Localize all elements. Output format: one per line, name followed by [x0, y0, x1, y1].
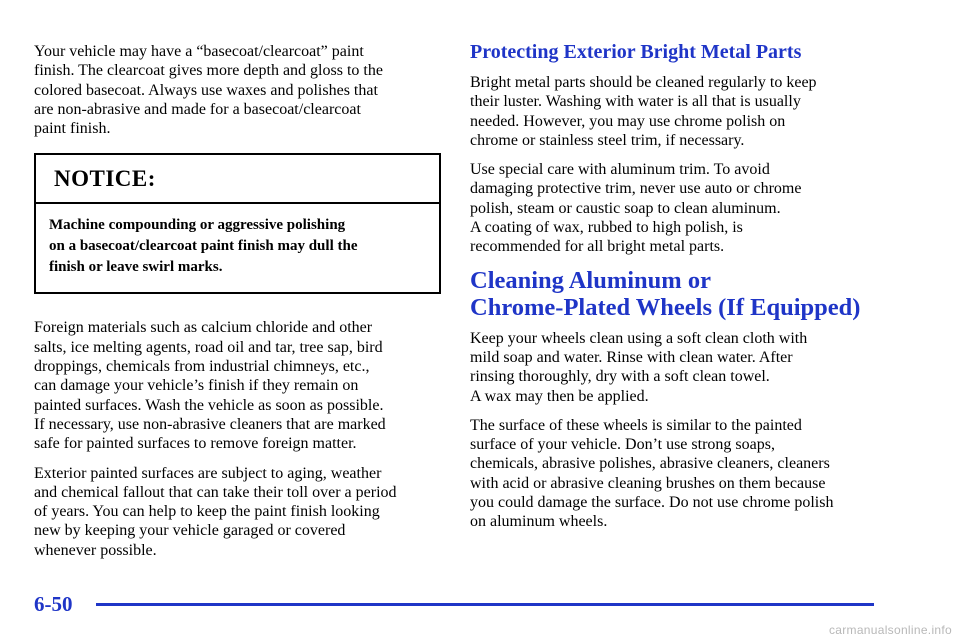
text-line: with acid or abrasive cleaning brushes on them because: [470, 474, 826, 492]
text-line: colored basecoat. Always use waxes and polishes that: [34, 81, 378, 99]
text-line: surface of your vehicle. Don’t use strong soaps,: [470, 436, 775, 454]
text-line: safe for painted surfaces to remove foreign matter.: [34, 435, 357, 453]
text-line: Keep your wheels clean using a soft clean cloth with: [470, 329, 808, 347]
wheels-heading: [470, 267, 890, 321]
notice-line: on a basecoat/clearcoat paint finish may dull the: [49, 238, 358, 255]
bright-metal-paragraph: [470, 73, 890, 150]
text-line: mild soap and water. Rinse with clean water. After: [470, 348, 793, 366]
text-line: The surface of these wheels is similar to the painted: [470, 416, 802, 434]
text-line: can damage your vehicle’s finish if they remain on: [34, 377, 359, 395]
text-line: finish. The clearcoat gives more depth and gloss to the: [34, 62, 383, 80]
heading-line: Chrome-Plated Wheels (If Equipped): [470, 293, 861, 321]
notice-line: finish or leave swirl marks.: [49, 259, 223, 276]
text-line: Your vehicle may have a “basecoat/clearcoat” paint: [34, 43, 364, 60]
text-line: Foreign materials such as calcium chloride and other: [34, 319, 373, 337]
watermark: carmanualsonline.info: [828, 623, 952, 637]
text-line: of years. You can help to keep the paint finish looking: [34, 503, 380, 521]
right-column: [470, 42, 890, 542]
text-line: recommended for all bright metal parts.: [470, 238, 725, 256]
text-line: droppings, chemicals from industrial chimneys, etc.,: [34, 358, 370, 376]
notice-line: Machine compounding or aggressive polishing: [49, 217, 346, 234]
text-line: painted surfaces. Wash the vehicle as soon as possible.: [34, 396, 384, 414]
text-line: Bright metal parts should be cleaned regularly to keep: [470, 74, 817, 91]
text-line: whenever possible.: [34, 541, 157, 559]
foreign-materials-paragraph: [34, 318, 442, 453]
footer-divider: [96, 603, 874, 606]
text-line: chrome or stainless steel trim, if necessary.: [470, 131, 745, 149]
notice-box: [34, 153, 441, 294]
text-line: needed. However, you may use chrome polish on: [470, 112, 786, 130]
wheels-surface-paragraph: [470, 416, 890, 532]
text-line: salts, ice melting agents, road oil and tar, tree sap, bird: [34, 338, 383, 356]
basecoat-paragraph: [34, 42, 442, 138]
text-line: polish, steam or caustic soap to clean aluminum.: [470, 199, 781, 217]
notice-title: NOTICE:: [36, 155, 439, 204]
heading-line: Cleaning Aluminum or: [470, 266, 711, 294]
text-line: on aluminum wheels.: [470, 513, 608, 531]
text-line: and chemical fallout that can take their toll over a period: [34, 483, 397, 501]
left-column: [34, 42, 442, 570]
text-line: are non‑abrasive and made for a basecoat/clearcoat: [34, 100, 361, 118]
text-line: A coating of wax, rubbed to high polish, is: [470, 219, 743, 237]
text-line: Exterior painted surfaces are subject to aging, weather: [34, 464, 382, 482]
bright-metal-heading: Protecting Exterior Bright Metal Parts: [470, 41, 802, 63]
text-line: damaging protective trim, never use auto or chrome: [470, 180, 802, 198]
aluminum-trim-paragraph: [470, 160, 890, 256]
wheels-clean-paragraph: [470, 329, 890, 406]
text-line: rinsing thoroughly, dry with a soft clean towel.: [470, 368, 770, 386]
text-line: new by keeping your vehicle garaged or covered: [34, 522, 346, 540]
text-line: A wax may then be applied.: [470, 387, 649, 405]
text-line: their luster. Washing with water is all that is usually: [470, 93, 801, 111]
text-line: If necessary, use non‑abrasive cleaners that are marked: [34, 415, 386, 433]
notice-body: [36, 204, 439, 278]
text-line: paint finish.: [34, 120, 111, 138]
text-line: you could damage the surface. Do not use chrome polish: [470, 494, 834, 512]
text-line: chemicals, abrasive polishes, abrasive cleaners, cleaners: [470, 455, 830, 473]
text-line: Use special care with aluminum trim. To avoid: [470, 161, 770, 179]
exterior-paint-paragraph: [34, 464, 442, 560]
page-number: 6-50: [34, 592, 73, 616]
